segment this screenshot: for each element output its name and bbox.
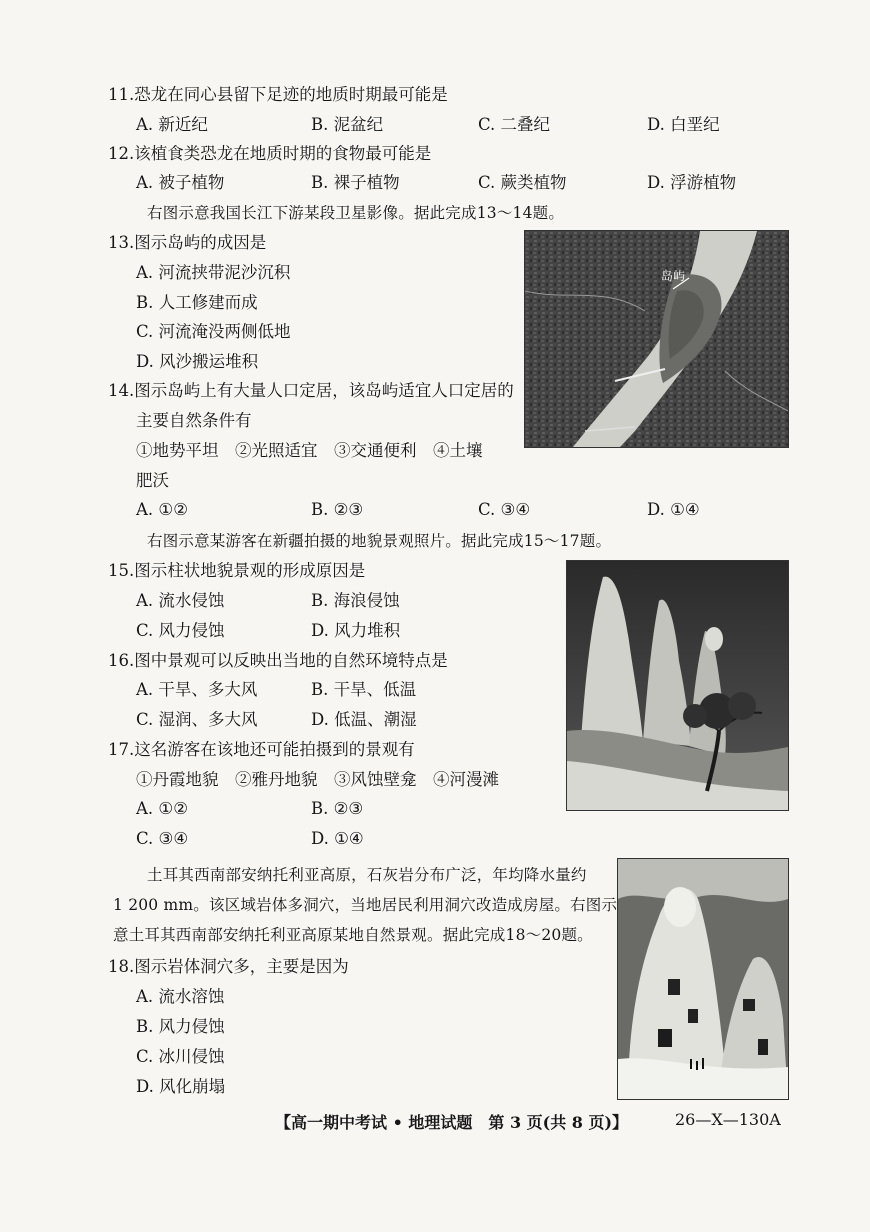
q13-option-a: A. 河流挟带泥沙沉积 [136,263,291,282]
question-17-stem: 17.这名游客在该地还可能拍摄到的景观有 [108,740,415,759]
q13-option-d: D. 风沙搬运堆积 [136,352,259,371]
q16-option-a: A. 干旱、多大风 [136,680,258,699]
q14-option-b: B. ②③ [311,500,364,519]
q15-option-b: B. 海浪侵蚀 [311,591,400,610]
intro-15-17: 右图示意某游客在新疆拍摄的地貌景观照片。据此完成15～17题。 [147,532,612,550]
island-label: 岛屿 [661,269,686,283]
question-11-stem: 11.恐龙在同心县留下足迹的地质时期最可能是 [108,85,448,104]
intro-18-20-line2: 1 200 mm。该区域岩体多洞穴，当地居民利用洞穴改造成房屋。右图示 [113,896,618,914]
intro-18-20-line1: 土耳其西南部安纳托利亚高原，石灰岩分布广泛，年均降水量约 [147,866,587,884]
q11-option-c: C. 二叠纪 [478,115,551,134]
q15-option-d: D. 风力堆积 [311,621,401,640]
q14-items-line1: ①地势平坦 ②光照适宜 ③交通便利 ④土壤 [136,441,483,460]
q18-option-a: A. 流水溶蚀 [136,987,225,1006]
question-14-stem-line2: 主要自然条件有 [136,411,252,430]
q17-option-a: A. ①② [136,799,188,818]
question-13-stem: 13.图示岛屿的成因是 [108,233,267,252]
q11-option-b: B. 泥盆纪 [311,115,384,134]
q14-option-d: D. ①④ [647,500,700,519]
satellite-image [524,230,789,448]
q16-option-d: D. 低温、潮湿 [311,710,417,729]
q16-option-b: B. 干旱、低温 [311,680,417,699]
page-footer-title: 【高一期中考试 • 地理试题 第 3 页(共 8 页)】 [275,1113,629,1132]
q18-option-b: B. 风力侵蚀 [136,1017,225,1036]
question-14-stem-line1: 14.图示岛屿上有大量人口定居，该岛屿适宜人口定居的 [108,381,514,400]
q12-option-c: C. 蕨类植物 [478,173,567,192]
q11-option-a: A. 新近纪 [136,115,208,134]
exam-code: 26—X—130A [675,1110,781,1129]
q17-option-c: C. ③④ [136,829,189,848]
q17-option-d: D. ①④ [311,829,364,848]
q12-option-d: D. 浮游植物 [647,173,737,192]
q14-items-line2: 肥沃 [136,471,169,490]
intro-13-14: 右图示意我国长江下游某段卫星影像。据此完成13～14题。 [147,204,565,222]
q18-option-c: C. 冰川侵蚀 [136,1047,225,1066]
question-16-stem: 16.图中景观可以反映出当地的自然环境特点是 [108,651,448,670]
q11-option-d: D. 白垩纪 [647,115,720,134]
q16-option-c: C. 湿润、多大风 [136,710,258,729]
q18-option-d: D. 风化崩塌 [136,1077,226,1096]
question-18-stem: 18.图示岩体洞穴多，主要是因为 [108,957,349,976]
question-12-stem: 12.该植食类恐龙在地质时期的食物最可能是 [108,144,432,163]
q17-option-b: B. ②③ [311,799,364,818]
q12-option-b: B. 裸子植物 [311,173,400,192]
q15-option-c: C. 风力侵蚀 [136,621,225,640]
q13-option-c: C. 河流淹没两侧低地 [136,322,291,341]
xinjiang-landform-photo [566,560,789,811]
anatolia-landscape-photo [617,858,789,1100]
q14-option-a: A. ①② [136,500,188,519]
q17-items: ①丹霞地貌 ②雅丹地貌 ③风蚀壁龛 ④河漫滩 [136,770,499,789]
q12-option-a: A. 被子植物 [136,173,225,192]
question-15-stem: 15.图示柱状地貌景观的形成原因是 [108,561,366,580]
intro-18-20-line3: 意土耳其西南部安纳托利亚高原某地自然景观。据此完成18～20题。 [113,926,593,944]
q15-option-a: A. 流水侵蚀 [136,591,225,610]
q13-option-b: B. 人工修建而成 [136,293,258,312]
q14-option-c: C. ③④ [478,500,531,519]
